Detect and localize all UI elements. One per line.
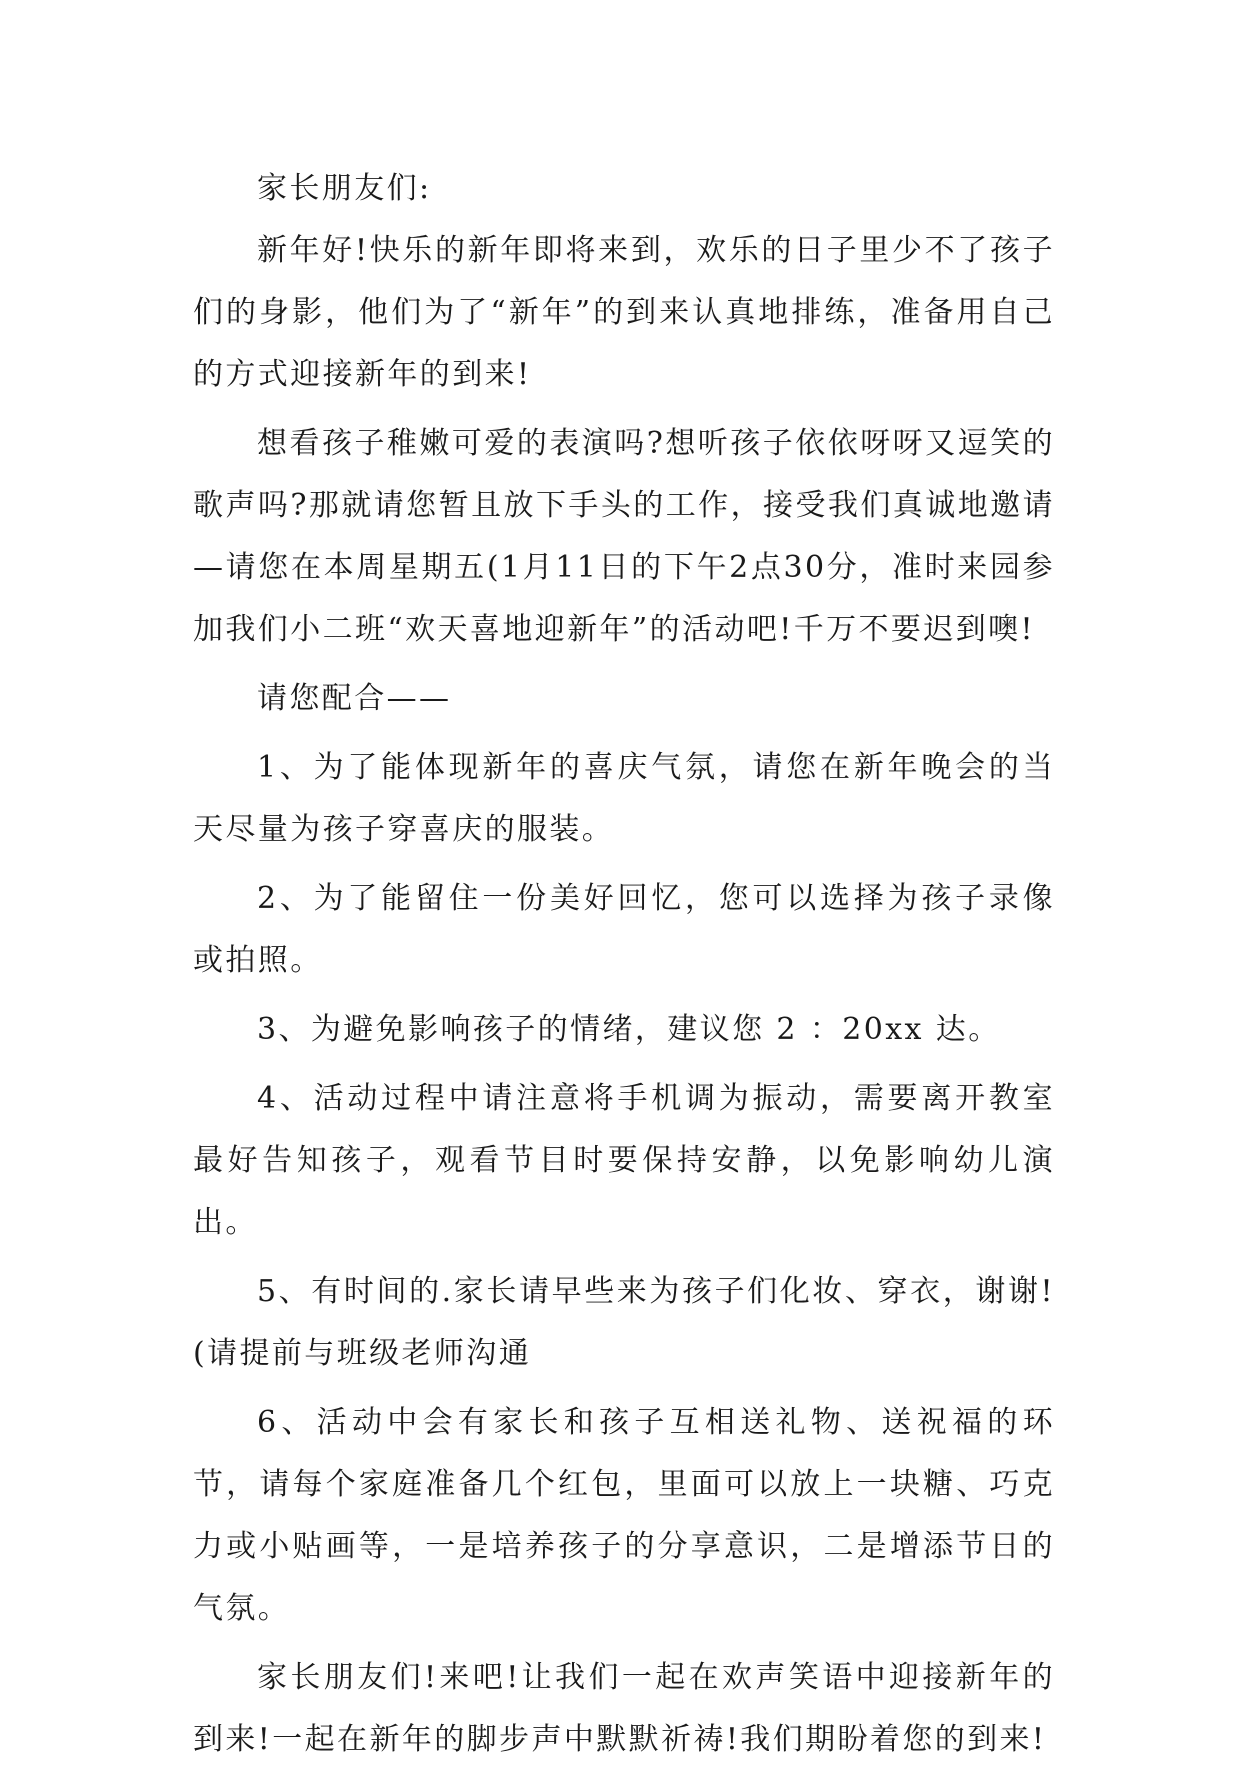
list-item-4: 4、活动过程中请注意将手机调为振动，需要离开教室最好告知孩子，观看节目时要保持安静，以免影响幼儿演出。 <box>193 1081 1055 1240</box>
list-item-2: 2、为了能留住一份美好回忆，您可以选择为孩子录像或拍照。 <box>193 881 1055 978</box>
salutation: 家长朋友们: <box>257 171 432 206</box>
closing-paragraph: 家长朋友们!来吧!让我们一起在欢声笑语中迎接新年的到来!一起在新年的脚步声中默默祈祷!我们期盼着您的到来! <box>193 1660 1055 1757</box>
list-item-3: 3、为避免影响孩子的情绪，建议您 2 ：20xx 达。 <box>257 1012 1001 1047</box>
invitation-paragraph: 想看孩子稚嫩可爱的表演吗?想听孩子依依呀呀又逗笑的歌声吗?那就请您暂且放下手头的工作，接受我们真诚地邀请—请您在本周星期五(1月11日的下午2点30分，准时来园参加我们小二班“欢天喜地迎新年”的活动吧!千万不要迟到噢! <box>193 426 1055 647</box>
list-item-1: 1、为了能体现新年的喜庆气氛，请您在新年晚会的当天尽量为孩子穿喜庆的服装。 <box>193 750 1055 847</box>
document-page <box>193 158 1055 1778</box>
list-item-5: 5、有时间的.家长请早些来为孩子们化妆、穿衣，谢谢!(请提前与班级老师沟通 <box>193 1274 1055 1371</box>
list-item-6: 6、活动中会有家长和孩子互相送礼物、送祝福的环节，请每个家庭准备几个红包，里面可以放上一块糖、巧克力或小贴画等，一是培养孩子的分享意识，二是增添节日的气氛。 <box>193 1405 1055 1626</box>
greeting-paragraph: 新年好!快乐的新年即将来到，欢乐的日子里少不了孩子们的身影，他们为了“新年”的到来认真地排练，准备用自己的方式迎接新年的到来! <box>193 233 1055 392</box>
cooperation-heading: 请您配合—— <box>257 681 452 716</box>
